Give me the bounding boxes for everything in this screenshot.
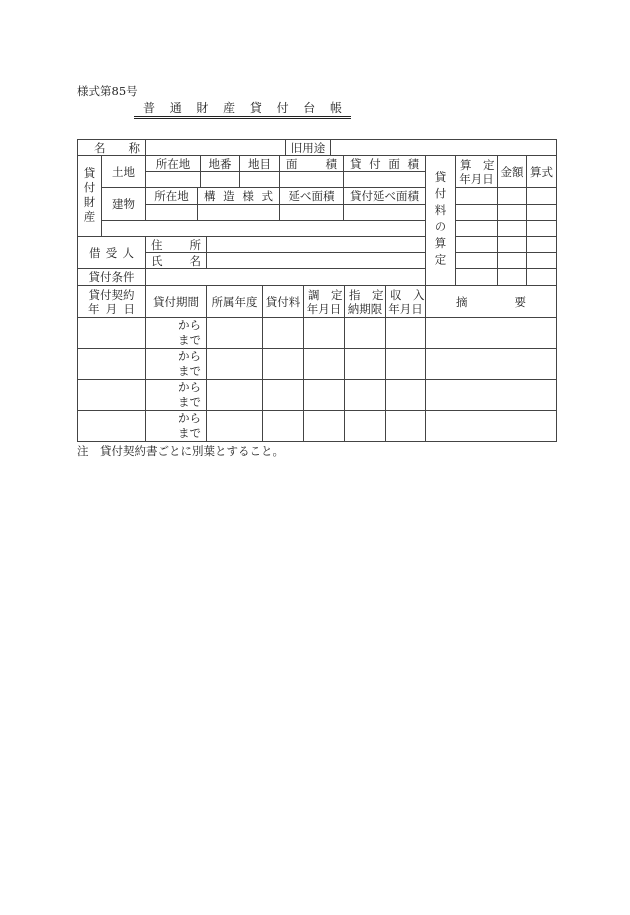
record-due-date [344, 379, 386, 411]
land-lot-number-header [200, 155, 240, 172]
record-fiscal-year [206, 410, 263, 442]
record-lease-fee [262, 348, 304, 380]
building-leased-floor-area-value [343, 204, 426, 221]
record-fiscal-year [206, 317, 263, 349]
record-contract-date [77, 348, 146, 380]
record-lease-fee [262, 379, 304, 411]
record-contract-date [77, 410, 146, 442]
building-location-header-text: 所在地 [154, 189, 189, 203]
amount-header-text: 金額 [500, 164, 524, 179]
form-number: 様式第85号 [77, 84, 138, 98]
lease-conditions-label-text: 貸付条件 [88, 270, 135, 284]
record-contract-date [77, 317, 146, 349]
record-assessment-date [303, 379, 345, 411]
contract-date-header [77, 285, 146, 318]
calc-date-value [455, 252, 498, 269]
lessee-address-label [145, 236, 207, 253]
fee-calculation-label-text: 貸付料の算定 [433, 171, 448, 270]
lessee-name-label-text: 氏 名 [151, 253, 201, 268]
record-fiscal-year [206, 379, 263, 411]
formula-header-text: 算式 [530, 164, 553, 179]
record-lease-period [145, 317, 207, 349]
building-label-text: 建物 [112, 197, 135, 211]
formula-value [526, 204, 557, 221]
formula-value [526, 252, 557, 269]
record-lease-period [145, 379, 207, 411]
building-floor-area-header [279, 187, 344, 205]
record-remarks [425, 379, 557, 411]
building-structure-header [197, 187, 280, 205]
name-value [145, 139, 286, 156]
remarks-header [425, 285, 557, 318]
building-structure-header-text: 構 造 様 式 [204, 189, 273, 203]
formula-value [526, 236, 557, 253]
lease-fee-header-text: 貸付料 [265, 294, 301, 309]
lessee-name-value [206, 252, 426, 269]
record-assessment-date [303, 317, 345, 349]
calc-date-value [455, 236, 498, 253]
receipt-date-header-text-1: 収 入 [390, 287, 425, 302]
former-use-value [330, 139, 557, 156]
land-lot-number-value [200, 171, 240, 188]
land-leased-area-header-text: 貸 付 面 積 [350, 156, 419, 171]
record-receipt-date [385, 348, 426, 380]
record-remarks [425, 317, 557, 349]
record-fiscal-year [206, 348, 263, 380]
record-lease-period-text-2: まで [178, 333, 201, 347]
lessee-label [77, 236, 146, 269]
building-location-header [145, 187, 198, 205]
calc-date-header [455, 155, 498, 188]
amount-value [497, 187, 527, 205]
amount-value [497, 220, 527, 237]
calc-date-value [455, 204, 498, 221]
due-date-header-text-2: 納期限 [347, 301, 383, 316]
lease-conditions-value [145, 268, 426, 286]
land-location-header-text: 所在地 [155, 156, 191, 171]
land-area-header [279, 155, 344, 172]
leased-property-label-text: 貸付財産 [82, 167, 97, 225]
land-category-value [239, 171, 280, 188]
record-lease-period-text-1: から [178, 411, 201, 425]
calc-date-value [455, 187, 498, 205]
leased-property-label [77, 155, 102, 237]
record-due-date [344, 317, 386, 349]
record-due-date [344, 348, 386, 380]
name-label-text: 名 称 [94, 140, 140, 155]
lease-period-header-text: 貸付期間 [153, 294, 199, 309]
former-use-label-text: 旧用途 [290, 140, 326, 155]
lessee-label-text: 借 受 人 [89, 245, 134, 260]
record-assessment-date [303, 348, 345, 380]
lessee-address-value [206, 236, 426, 253]
record-lease-period-text-1: から [178, 318, 201, 332]
record-lease-fee [262, 410, 304, 442]
land-label [101, 155, 146, 188]
amount-value [497, 268, 527, 286]
lessee-address-label-text: 住 所 [151, 237, 201, 252]
lease-fee-header [262, 285, 304, 318]
record-lease-period-text-2: まで [178, 426, 201, 440]
contract-date-header-text-2: 年 月 日 [88, 301, 135, 316]
calc-date-header-text-2: 年月日 [459, 171, 494, 186]
formula-value [526, 268, 557, 286]
record-lease-period-text-2: まで [178, 364, 201, 378]
due-date-header-text-1: 指 定 [349, 287, 384, 302]
name-label [77, 139, 146, 156]
land-location-header [145, 155, 201, 172]
land-lot-number-header-text: 地番 [208, 156, 232, 171]
remarks-header-text: 摘 要 [456, 294, 526, 309]
calc-date-value [455, 220, 498, 237]
calc-date-value [455, 268, 498, 286]
land-area-header-text: 面 積 [286, 156, 337, 171]
record-lease-period-text-1: から [178, 380, 201, 394]
amount-value [497, 236, 527, 253]
record-assessment-date [303, 410, 345, 442]
building-leased-floor-area-header [343, 187, 426, 205]
record-receipt-date [385, 410, 426, 442]
fiscal-year-header [206, 285, 263, 318]
record-lease-fee [262, 317, 304, 349]
land-area-value [279, 171, 344, 188]
record-lease-period [145, 348, 207, 380]
contract-date-header-text-1: 貸付契約 [88, 287, 135, 302]
assessment-date-header-text-1: 調 定 [308, 287, 343, 302]
building-label [101, 187, 146, 221]
formula-value [526, 187, 557, 205]
formula-value [526, 220, 557, 237]
record-receipt-date [385, 379, 426, 411]
building-structure-value [197, 204, 280, 221]
land-category-header [239, 155, 280, 172]
assessment-date-header [303, 285, 345, 318]
land-location-value [145, 171, 201, 188]
property-extra-row [101, 220, 426, 237]
record-receipt-date [385, 317, 426, 349]
record-contract-date [77, 379, 146, 411]
assessment-date-header-text-2: 年月日 [306, 301, 342, 316]
land-leased-area-value [343, 171, 426, 188]
record-remarks [425, 410, 557, 442]
building-floor-area-header-text: 延べ面積 [288, 189, 335, 203]
building-floor-area-value [279, 204, 344, 221]
fiscal-year-header-text: 所属年度 [211, 294, 258, 309]
form-title: 普 通 財 産 貸 付 台 帳 [134, 101, 351, 119]
footnote: 注 貸付契約書ごとに別葉とすること。 [77, 444, 284, 458]
land-label-text: 土地 [112, 164, 135, 179]
due-date-header [344, 285, 386, 318]
record-lease-period [145, 410, 207, 442]
amount-value [497, 204, 527, 221]
former-use-label [285, 139, 331, 156]
lessee-name-label [145, 252, 207, 269]
amount-value [497, 252, 527, 269]
receipt-date-header-text-2: 年月日 [388, 301, 423, 316]
calc-date-header-text-1: 算 定 [460, 157, 495, 172]
land-category-header-text: 地目 [248, 156, 271, 171]
building-location-value [145, 204, 198, 221]
land-leased-area-header [343, 155, 426, 172]
amount-header [497, 155, 527, 188]
lease-conditions-label [77, 268, 146, 286]
record-remarks [425, 348, 557, 380]
record-due-date [344, 410, 386, 442]
record-lease-period-text-1: から [178, 349, 201, 363]
building-leased-floor-area-header-text: 貸付延べ面積 [350, 189, 419, 203]
lease-period-header [145, 285, 207, 318]
receipt-date-header [385, 285, 426, 318]
record-lease-period-text-2: まで [178, 395, 201, 409]
formula-header [526, 155, 557, 188]
fee-calculation-label [425, 155, 456, 286]
